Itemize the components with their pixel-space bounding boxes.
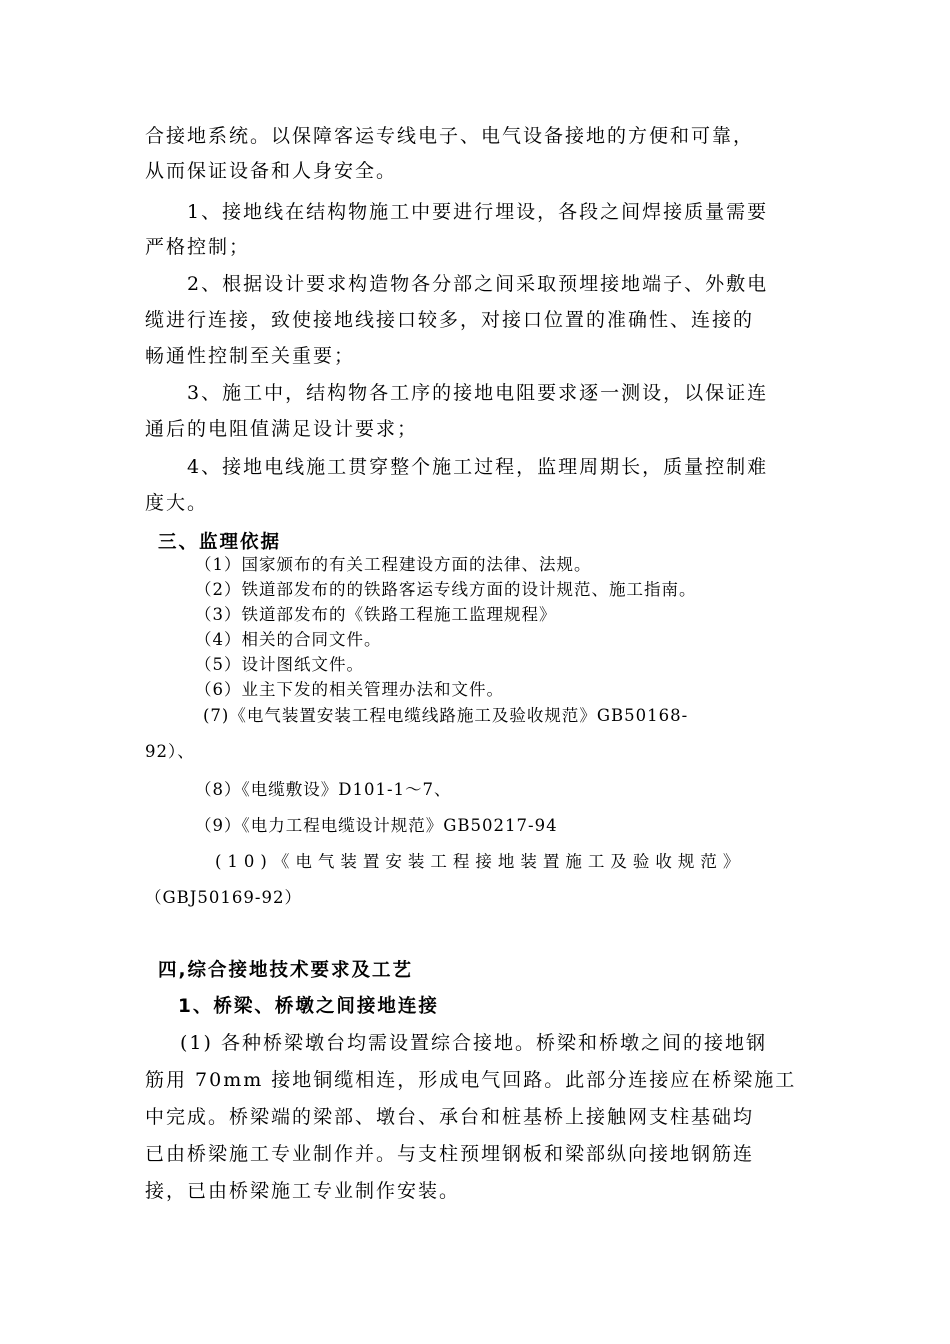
- list-item-cont: 度大。: [145, 492, 209, 514]
- list-item: 4、接地电线施工贯穿整个施工过程，监理周期长，质量控制难: [187, 456, 769, 478]
- basis-item-cont: （GBJ50169-92）: [145, 888, 302, 907]
- section-heading: 四,综合接地技术要求及工艺: [158, 960, 414, 981]
- basis-item: （2）铁道部发布的的铁路客运专线方面的设计规范、施工指南。: [195, 580, 697, 599]
- paragraph-line: 接，已由桥梁施工专业制作安装。: [145, 1180, 461, 1202]
- paragraph-line: (1) 各种桥梁墩台均需设置综合接地。桥梁和桥墩之间的接地钢: [180, 1032, 767, 1054]
- basis-item: （8）《电缆敷设》D101-1～7、: [195, 780, 452, 799]
- list-item-cont: 通后的电阻值满足设计要求；: [145, 418, 419, 440]
- paragraph-line: 合接地系统。以保障客运专线电子、电气设备接地的方便和可靠，: [145, 125, 755, 147]
- basis-item: （3）铁道部发布的《铁路工程施工监理规程》: [195, 605, 557, 624]
- subsection-heading: 1、桥梁、桥墩之间接地连接: [178, 996, 439, 1017]
- basis-item: (10)《电气装置安装工程接地装置施工及验收规范》: [215, 852, 746, 871]
- paragraph-line: 筋用 70mm 接地铜缆相连，形成电气回路。此部分连接应在桥梁施工: [145, 1069, 797, 1091]
- paragraph-line: 中完成。桥梁端的梁部、墩台、承台和桩基桥上接触网支柱基础均: [145, 1106, 755, 1128]
- section-heading: 三、监理依据: [158, 532, 282, 553]
- list-item-cont: 缆进行连接，致使接地线接口较多，对接口位置的准确性、连接的: [145, 309, 755, 331]
- paragraph-line: 从而保证设备和人身安全。: [145, 160, 398, 182]
- basis-item-cont: 92）、: [145, 742, 195, 761]
- basis-item: （6）业主下发的相关管理办法和文件。: [195, 680, 504, 699]
- list-item: 2、根据设计要求构造物各分部之间采取预埋接地端子、外敷电: [187, 273, 769, 295]
- list-item-cont: 畅通性控制至关重要；: [145, 345, 356, 367]
- basis-item: （1）国家颁布的有关工程建设方面的法律、法规。: [195, 555, 592, 574]
- basis-item: （9）《电力工程电缆设计规范》GB50217-94: [195, 816, 558, 835]
- list-item: 1、接地线在结构物施工中要进行埋设，各段之间焊接质量需要: [187, 201, 769, 223]
- basis-item: （4）相关的合同文件。: [195, 630, 382, 649]
- basis-item: (7)《电气装置安装工程电缆线路施工及验收规范》GB50168-: [203, 706, 689, 725]
- basis-item: （5）设计图纸文件。: [195, 655, 364, 674]
- list-item: 3、施工中，结构物各工序的接地电阻要求逐一测设，以保证连: [187, 382, 769, 404]
- paragraph-line: 已由桥梁施工专业制作并。与支柱预埋钢板和梁部纵向接地钢筋连: [145, 1143, 755, 1165]
- list-item-cont: 严格控制；: [145, 236, 251, 258]
